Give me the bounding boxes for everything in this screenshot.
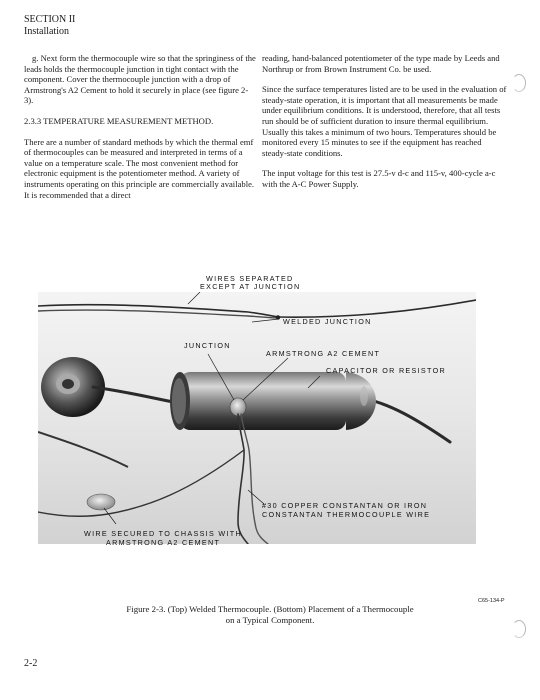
subsection-label: Installation <box>24 26 69 37</box>
binder-hole-mark <box>512 620 526 638</box>
paragraph-reading: reading, hand-balanced potentiometer of the type made by Leeds and Northrup or from Brown Instrument Co. be used. <box>262 53 500 74</box>
right-column <box>262 53 507 190</box>
paragraph-steady-state: Since the surface temperatures listed are to be used in the evaluation of steady-state operation, it is important that all measurements be made under equilibrium conditions. It is understood, therefore, that all tests run should be of sufficient duration to insure thermal equilibrium. Usually this takes a minimum of two hours. Temperatures should be monitored every 15 minutes to see if the equipment has reached steady-state conditions. <box>262 84 507 158</box>
label-junction: JUNCTION <box>184 341 231 350</box>
label-armstrong-cement: ARMSTRONG A2 CEMENT <box>266 349 381 358</box>
section-label: SECTION II <box>24 14 76 25</box>
figure-caption <box>40 604 500 626</box>
label-wires-separated-2: EXCEPT AT JUNCTION <box>200 282 301 291</box>
caption-line-1: Figure 2-3. (Top) Welded Thermocouple. (Bottom) Placement of a Thermocouple <box>126 604 414 614</box>
caption-line-2: on a Typical Component. <box>225 615 315 625</box>
paragraph-input-voltage: The input voltage for this test is 27.5-v d-c and 115-v, 400-cycle a-c with the A-C Power Supply. <box>262 168 496 189</box>
section-heading-2-3-3: 2.3.3 TEMPERATURE MEASUREMENT METHOD. <box>24 115 214 126</box>
paragraph-methods: There are a number of standard methods by which the thermal emf of thermocouples can be measured and interpreted in terms of a value on a temperature scale. The most convenient method for electronic equipment is the potentiometer method. A variety of instruments operating on this principle are commercially available. It is recommended that a direct <box>24 136 255 200</box>
binder-hole-mark <box>512 74 526 92</box>
page-number: 2-2 <box>24 658 38 669</box>
capacitor-or-resistor <box>170 372 376 430</box>
figure-code: C65-134-P <box>478 598 505 604</box>
label-wire-secured-2: ARMSTRONG A2 CEMENT <box>106 538 221 547</box>
label-copper-constantan-1: #30 COPPER CONSTANTAN OR IRON <box>262 501 428 510</box>
paragraph-g: g. Next form the thermocouple wire so that the springiness of the leads holds the thermocouple junction in tight contact with the component. Cover the thermocouple junction with a drop of Armstrong's A2 Cement to hold it securely in place (see figure 2-3). <box>24 53 256 106</box>
chassis-cement-blob <box>87 494 115 510</box>
label-copper-constantan-2: CONSTANTAN THERMOCOUPLE WIRE <box>262 510 431 519</box>
label-capacitor-or-resistor: CAPACITOR OR RESISTOR <box>326 366 446 375</box>
label-wire-secured-1: WIRE SECURED TO CHASSIS WITH <box>84 529 242 538</box>
label-welded-junction: WELDED JUNCTION <box>283 317 372 326</box>
left-column <box>24 53 256 200</box>
label-wires-separated-1: WIRES SEPARATED <box>206 274 294 283</box>
